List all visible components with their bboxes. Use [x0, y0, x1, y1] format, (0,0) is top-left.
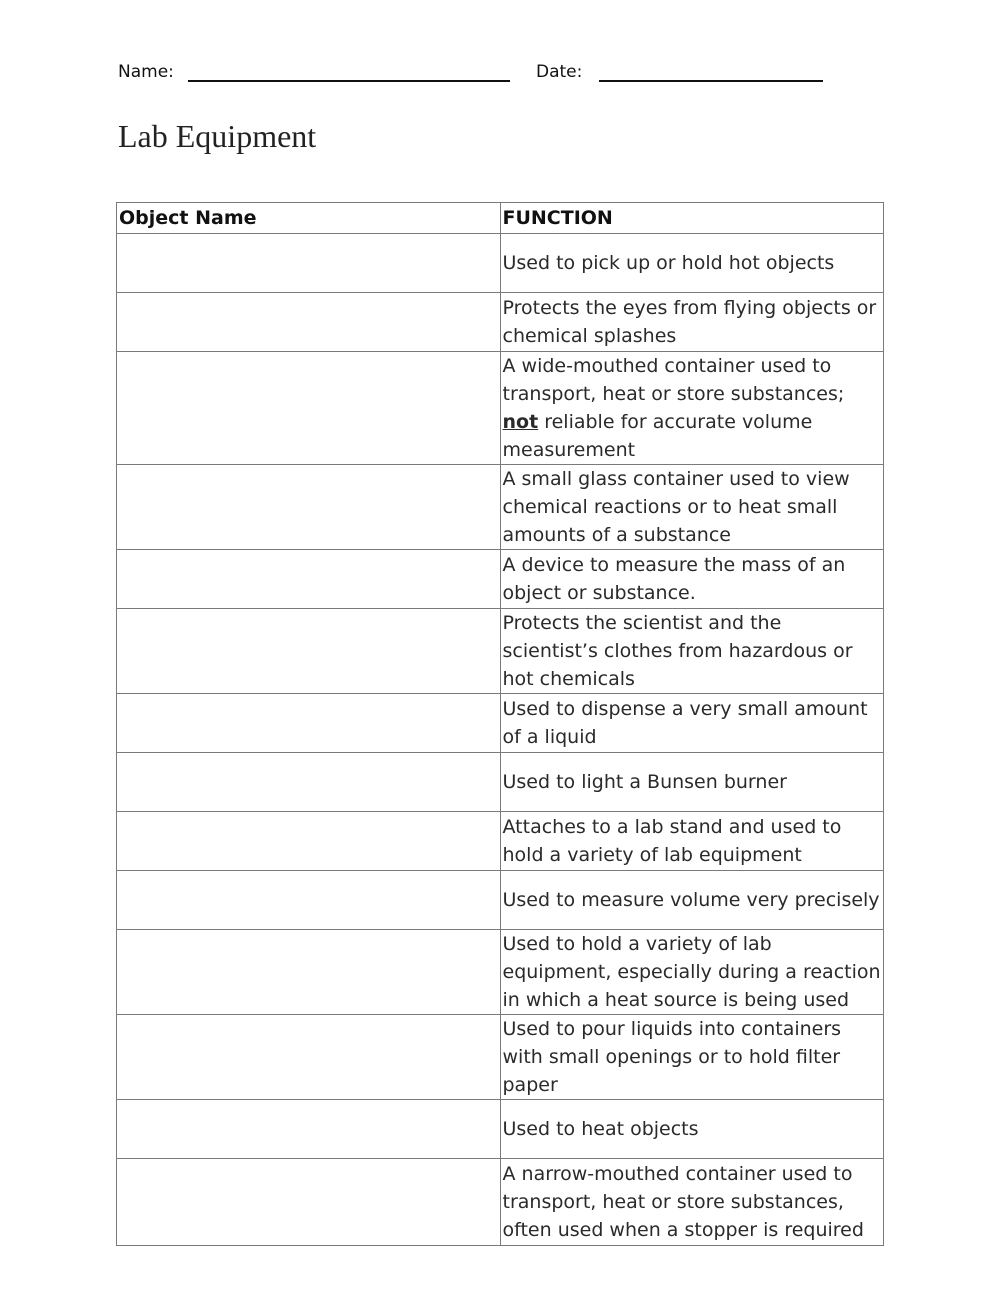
object-name-cell[interactable] [117, 293, 501, 352]
table-row [117, 1100, 884, 1159]
table-row [117, 694, 884, 753]
table-row [117, 930, 884, 1015]
object-name-cell[interactable] [117, 812, 501, 871]
date-label: Date: [536, 62, 583, 82]
function-cell: Protects the scientist and the scientist’s clothes from hazardous or hot chemicals [500, 609, 884, 694]
function-cell: Used to light a Bunsen burner [500, 753, 884, 812]
table-row [117, 1015, 884, 1100]
function-cell: Used to pick up or hold hot objects [500, 234, 884, 293]
page-title: Lab Equipment [118, 118, 317, 154]
table-row [117, 293, 884, 352]
function-cell [500, 352, 884, 465]
table-row [117, 234, 884, 293]
table-row [117, 465, 884, 550]
function-cell: Used to dispense a very small amount of a liquid [500, 694, 884, 753]
lab-equipment-table [116, 202, 884, 1246]
object-name-cell[interactable] [117, 1015, 501, 1100]
emphasis-not: not [502, 411, 539, 433]
table-row [117, 550, 884, 609]
object-name-cell[interactable] [117, 609, 501, 694]
function-cell: Used to hold a variety of lab equipment, especially during a reaction in which a heat source is being used [500, 930, 884, 1015]
date-blank[interactable] [599, 80, 823, 82]
table-row [117, 871, 884, 930]
worksheet-header [118, 58, 878, 88]
column-header-object-name: Object Name [117, 203, 501, 234]
object-name-cell[interactable] [117, 694, 501, 753]
table-row [117, 609, 884, 694]
function-cell: A small glass container used to view chemical reactions or to heat small amounts of a substance [500, 465, 884, 550]
function-text: reliable for accurate volume measurement [502, 411, 813, 461]
function-cell: Used to pour liquids into containers with small openings or to hold filter paper [500, 1015, 884, 1100]
name-blank[interactable] [188, 80, 510, 82]
object-name-cell[interactable] [117, 1159, 501, 1246]
function-cell: Attaches to a lab stand and used to hold a variety of lab equipment [500, 812, 884, 871]
table-row [117, 753, 884, 812]
object-name-cell[interactable] [117, 352, 501, 465]
function-text: A wide-mouthed container used to transport, heat or store substances; [502, 355, 845, 405]
object-name-cell[interactable] [117, 930, 501, 1015]
function-cell: Used to heat objects [500, 1100, 884, 1159]
name-label: Name: [118, 62, 174, 82]
table-header-row [117, 203, 884, 234]
function-cell: A narrow-mouthed container used to transport, heat or store substances, often used when a stopper is required [500, 1159, 884, 1246]
object-name-cell[interactable] [117, 871, 501, 930]
table-row [117, 812, 884, 871]
object-name-cell[interactable] [117, 234, 501, 293]
object-name-cell[interactable] [117, 753, 501, 812]
object-name-cell[interactable] [117, 1100, 501, 1159]
function-cell: A device to measure the mass of an object or substance. [500, 550, 884, 609]
function-cell: Used to measure volume very precisely [500, 871, 884, 930]
object-name-cell[interactable] [117, 550, 501, 609]
object-name-cell[interactable] [117, 465, 501, 550]
column-header-function: FUNCTION [500, 203, 884, 234]
table-row [117, 352, 884, 465]
table-row [117, 1159, 884, 1246]
function-cell: Protects the eyes from flying objects or chemical splashes [500, 293, 884, 352]
